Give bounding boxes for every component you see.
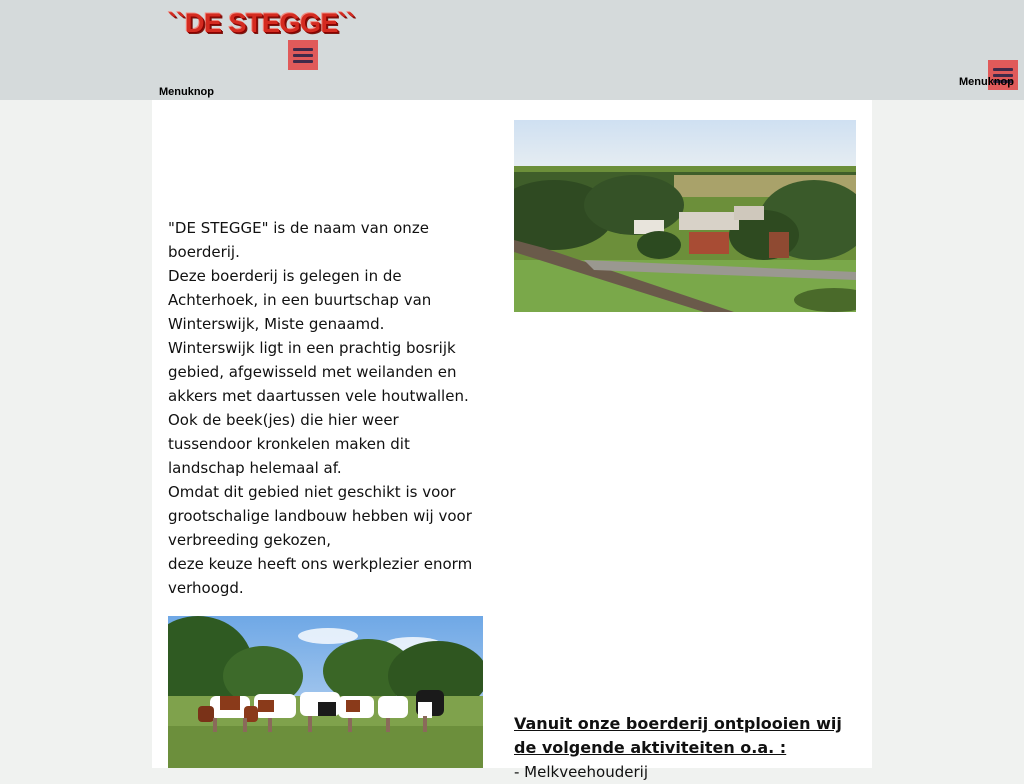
intro-line: "DE STEGGE" is de naam van onze boerderij.: [168, 219, 429, 261]
cows-photo: [168, 616, 483, 768]
intro-line: Omdat dit gebied niet geschikt is voor grootschalige landbouw hebben wij voor verbreeding gekozen,: [168, 483, 472, 549]
intro-line: Winterswijk ligt in een prachtig bosrijk gebied, afgewisseld met weilanden en akkers met daartussen vele houtwallen.: [168, 339, 469, 405]
intro-text: [168, 216, 486, 600]
farm-aerial-photo: [514, 120, 856, 312]
intro-line: deze keuze heeft ons werkplezier enorm verhoogd.: [168, 555, 473, 597]
menu-button-label: Menuknop: [159, 86, 214, 98]
menu-button-label-right: Menuknop: [959, 76, 1014, 88]
site-header: [0, 0, 1024, 100]
activities-heading: Vanuit onze boerderij ontplooien wij de volgende aktiviteiten o.a. :: [514, 714, 842, 757]
intro-line: Deze boerderij is gelegen in de Achterhoek, in een buurtschap van Winterswijk, Miste genaamd.: [168, 267, 432, 333]
hamburger-icon: [993, 68, 1013, 71]
site-logo[interactable]: ``DE STEGGE``: [168, 8, 355, 38]
activity-list-item: - Melkveehouderij: [514, 763, 648, 781]
hamburger-icon: [293, 48, 313, 51]
menu-button[interactable]: [288, 40, 318, 70]
intro-line: Ook de beek(jes) die hier weer tussendoor kronkelen maken dit landschap helemaal af.: [168, 411, 410, 477]
